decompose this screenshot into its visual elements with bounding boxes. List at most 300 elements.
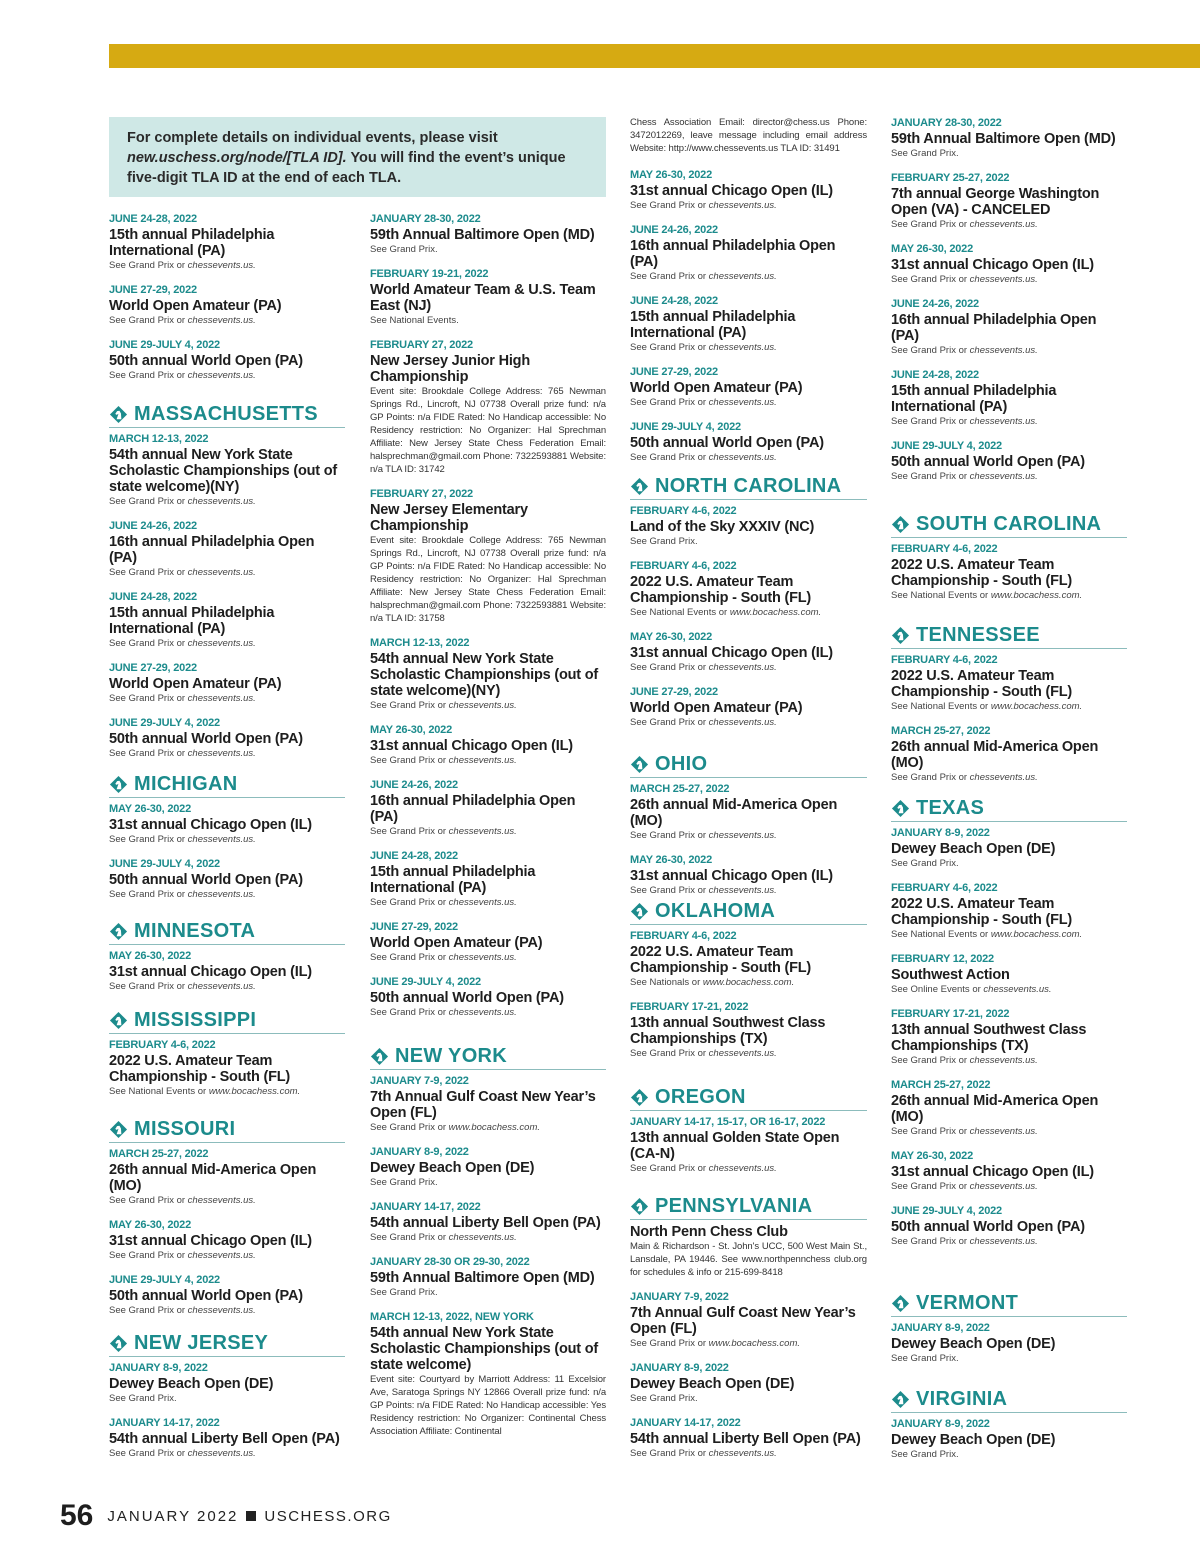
event-title: 50th annual World Open (PA) xyxy=(109,353,303,369)
event-title: 13th annual Southwest Class Championships (TX) xyxy=(891,1022,1087,1054)
event-listing xyxy=(370,778,606,838)
event-reference: See Grand Prix. xyxy=(891,858,959,869)
event-date: MAY 26-30, 2022 xyxy=(891,1150,974,1162)
event-title: 15th annual Philadelphia International (PA) xyxy=(630,309,796,341)
col2-segment-a xyxy=(370,212,606,1030)
state-heading-ohio: OHIO xyxy=(630,753,867,778)
event-reference: See Grand Prix or chessevents.us. xyxy=(891,1181,1038,1192)
event-listing xyxy=(891,242,1127,286)
event-reference: See Grand Prix or chessevents.us. xyxy=(370,700,517,711)
event-title: 50th annual World Open (PA) xyxy=(630,435,824,451)
col1-segment-g xyxy=(109,1332,345,1471)
event-reference: See Grand Prix or chessevents.us. xyxy=(630,830,777,841)
top-accent-bar xyxy=(109,44,1200,68)
event-reference: See Grand Prix or chessevents.us. xyxy=(630,662,777,673)
event-reference: See Grand Prix or chessevents.us. xyxy=(109,260,256,271)
event-date: JUNE 24-28, 2022 xyxy=(109,591,197,603)
event-listing xyxy=(630,685,867,729)
event-reference: See National Events or www.bocachess.com. xyxy=(891,590,1083,601)
event-title: 7th Annual Gulf Coast New Year’s Open (FL) xyxy=(370,1089,596,1121)
event-date: MARCH 25-27, 2022 xyxy=(891,725,991,737)
col3-segment-a xyxy=(630,116,867,166)
event-reference: See Grand Prix or chessevents.us. xyxy=(370,897,517,908)
event-reference: See Grand Prix or chessevents.us. xyxy=(109,370,256,381)
event-listing xyxy=(891,1321,1127,1365)
event-listing xyxy=(891,297,1127,357)
chess-knight-icon xyxy=(891,1390,910,1409)
event-reference: See Grand Prix or chessevents.us. xyxy=(109,748,256,759)
event-title: Southwest Action xyxy=(891,967,1010,983)
event-reference: See Grand Prix or chessevents.us. xyxy=(109,889,256,900)
event-date: JUNE 27-29, 2022 xyxy=(109,284,197,296)
chess-knight-icon xyxy=(109,1011,128,1030)
event-listing xyxy=(630,782,867,842)
col3-segment-d xyxy=(630,753,867,908)
col4-segment-c xyxy=(891,624,1127,795)
event-reference: See Grand Prix. xyxy=(370,1177,438,1188)
event-title: 16th annual Philadelphia Open (PA) xyxy=(630,238,836,270)
event-date: JUNE 27-29, 2022 xyxy=(630,366,718,378)
event-date: JANUARY 28-30, 2022 xyxy=(370,213,481,225)
event-date: MAY 26-30, 2022 xyxy=(109,803,192,815)
chess-knight-icon xyxy=(891,515,910,534)
chess-knight-icon xyxy=(109,405,128,424)
event-listing xyxy=(109,857,345,901)
event-listing xyxy=(630,365,867,409)
event-date: FEBRUARY 4-6, 2022 xyxy=(891,543,998,555)
event-title: 16th annual Philadelphia Open (PA) xyxy=(370,793,576,825)
event-reference: See Grand Prix or chessevents.us. xyxy=(370,826,517,837)
event-listing xyxy=(370,849,606,909)
event-date: FEBRUARY 4-6, 2022 xyxy=(891,654,998,666)
event-date: FEBRUARY 27, 2022 xyxy=(370,488,473,500)
event-title: Dewey Beach Open (DE) xyxy=(630,1376,795,1392)
event-date: JANUARY 14-17, 2022 xyxy=(370,1201,481,1213)
event-date: FEBRUARY 4-6, 2022 xyxy=(630,930,737,942)
event-reference: See Grand Prix or chessevents.us. xyxy=(370,755,517,766)
event-title: 59th Annual Baltimore Open (MD) xyxy=(370,1270,595,1286)
chess-knight-icon xyxy=(109,1120,128,1139)
event-listing xyxy=(109,590,345,650)
event-title: Dewey Beach Open (DE) xyxy=(370,1160,535,1176)
event-listing xyxy=(370,1145,606,1189)
event-reference: See Grand Prix or chessevents.us. xyxy=(891,416,1038,427)
col1-segment-b xyxy=(109,403,345,771)
event-date: JUNE 24-26, 2022 xyxy=(630,224,718,236)
event-reference: See Online Events or chessevents.us. xyxy=(891,984,1052,995)
chess-knight-icon xyxy=(630,902,649,921)
event-listing xyxy=(891,439,1127,483)
col3-segment-b xyxy=(630,168,867,475)
event-listing xyxy=(109,432,345,508)
event-listing xyxy=(370,1074,606,1134)
event-date: FEBRUARY 17-21, 2022 xyxy=(630,1001,749,1013)
event-reference: See Grand Prix. xyxy=(109,1393,177,1404)
event-listing xyxy=(109,338,345,382)
event-reference: See Grand Prix. xyxy=(891,1353,959,1364)
event-date: FEBRUARY 4-6, 2022 xyxy=(109,1039,216,1051)
event-listing xyxy=(891,1007,1127,1067)
event-listing xyxy=(891,1417,1127,1461)
event-date: FEBRUARY 19-21, 2022 xyxy=(370,268,489,280)
event-listing xyxy=(891,542,1127,602)
state-heading-tennessee: TENNESSEE xyxy=(891,624,1127,649)
state-heading-massachusetts: MASSACHUSETTS xyxy=(109,403,345,428)
event-reference: See Grand Prix or chessevents.us. xyxy=(630,452,777,463)
event-reference: See Grand Prix or chessevents.us. xyxy=(891,345,1038,356)
event-listing xyxy=(630,1290,867,1350)
event-date: MAY 26-30, 2022 xyxy=(630,169,713,181)
event-listing xyxy=(109,802,345,846)
event-date: JANUARY 8-9, 2022 xyxy=(630,1362,729,1374)
chess-knight-icon xyxy=(891,799,910,818)
event-listing xyxy=(109,519,345,579)
event-listing xyxy=(891,1204,1127,1248)
event-details: Chess Association Email: director@chess.us Phone: 3472012269, leave message including email address Website: http://www.chessevents.us TLA ID: 31491 xyxy=(630,117,867,154)
event-reference: See Grand Prix or chessevents.us. xyxy=(370,952,517,963)
event-date: MARCH 25-27, 2022 xyxy=(109,1148,209,1160)
event-title: 31st annual Chicago Open (IL) xyxy=(370,738,573,754)
chess-knight-icon xyxy=(630,755,649,774)
event-listing xyxy=(109,1147,345,1207)
event-title: World Open Amateur (PA) xyxy=(370,935,543,951)
tla-url[interactable]: new.uschess.org/node/[TLA ID]. xyxy=(127,150,347,166)
event-date: JUNE 24-26, 2022 xyxy=(109,520,197,532)
event-reference: See Grand Prix or chessevents.us. xyxy=(891,471,1038,482)
chess-knight-icon xyxy=(891,1294,910,1313)
event-reference: See Grand Prix or chessevents.us. xyxy=(630,397,777,408)
event-listing xyxy=(630,630,867,674)
event-reference: See Grand Prix or chessevents.us. xyxy=(630,342,777,353)
event-listing xyxy=(630,1000,867,1060)
chess-knight-icon xyxy=(370,1047,389,1066)
event-listing xyxy=(370,487,606,625)
state-heading-pennsylvania: PENNSYLVANIA xyxy=(630,1195,867,1220)
event-listing-continued xyxy=(630,116,867,155)
event-listing xyxy=(109,949,345,993)
page-footer xyxy=(60,1496,392,1536)
event-date: JANUARY 8-9, 2022 xyxy=(109,1362,208,1374)
event-reference: See Grand Prix or chessevents.us. xyxy=(109,1195,256,1206)
event-reference: See Grand Prix or chessevents.us. xyxy=(109,638,256,649)
state-heading-oregon: OREGON xyxy=(630,1086,867,1111)
state-heading-minnesota: MINNESOTA xyxy=(109,920,345,945)
event-title: New Jersey Elementary Championship xyxy=(370,502,528,534)
event-listing xyxy=(109,1218,345,1262)
event-date: JUNE 29-JULY 4, 2022 xyxy=(109,339,220,351)
event-title: 13th annual Golden State Open (CA-N) xyxy=(630,1130,840,1162)
event-title: 50th annual World Open (PA) xyxy=(891,1219,1085,1235)
event-details: Event site: Brookdale College Address: 765 Newman Springs Rd., Lincroft, NJ 07738 Overall prize fund: n/a GP Points: n/a FIDE Rated: No Handicap accessible: No Residency restriction: No Organizer: Hal Sprechman Affiliate: New Jersey State Chess Federation Email: halsprechman@gmail.com Phone: 7322593881 Website: n/a TLA ID: 31742 xyxy=(370,386,606,475)
info-line-2 xyxy=(127,148,588,168)
event-date: JANUARY 8-9, 2022 xyxy=(370,1146,469,1158)
chess-knight-icon xyxy=(630,477,649,496)
event-title: 31st annual Chicago Open (IL) xyxy=(891,257,1094,273)
footer-separator-square xyxy=(246,1511,256,1521)
chess-knight-icon xyxy=(109,1334,128,1353)
event-listing xyxy=(370,1200,606,1244)
issue-month: JANUARY 2022 xyxy=(107,1507,239,1525)
event-title: 2022 U.S. Amateur Team Championship - South (FL) xyxy=(891,896,1073,928)
event-listing xyxy=(891,724,1127,784)
event-date: JUNE 24-26, 2022 xyxy=(891,298,979,310)
event-date: MARCH 12-13, 2022 xyxy=(370,637,470,649)
event-listing xyxy=(630,420,867,464)
chess-knight-icon xyxy=(630,1197,649,1216)
event-title: World Open Amateur (PA) xyxy=(109,298,282,314)
event-title: 31st annual Chicago Open (IL) xyxy=(630,868,833,884)
event-listing xyxy=(370,212,606,256)
event-listing xyxy=(630,559,867,619)
event-date: JUNE 24-28, 2022 xyxy=(630,295,718,307)
event-details: Event site: Courtyard by Marriott Address: 11 Excelsior Ave, Saratoga Springs NY 12866 Overall prize fund: n/a GP Points: n/a FIDE Rated: No Handicap accessible: Yes Residency restriction: No Organizer: Continental Chess Association Affiliate: Continental xyxy=(370,1374,606,1437)
event-title: 50th annual World Open (PA) xyxy=(891,454,1085,470)
event-listing xyxy=(891,1149,1127,1193)
state-heading-new-york: NEW YORK xyxy=(370,1045,606,1070)
event-title: 54th annual New York State Scholastic Championships (out of state welcome) xyxy=(370,1325,599,1373)
col3-segment-g xyxy=(630,1195,867,1471)
state-heading-north-carolina: NORTH CAROLINA xyxy=(630,475,867,500)
event-reference: See Grand Prix or chessevents.us. xyxy=(630,885,777,896)
event-listing xyxy=(630,1115,867,1175)
event-listing xyxy=(109,1361,345,1405)
state-heading-virginia: VIRGINIA xyxy=(891,1388,1127,1413)
event-reference: See Grand Prix or chessevents.us. xyxy=(109,567,256,578)
info-line-3: five-digit TLA ID at the end of each TLA. xyxy=(127,170,402,186)
event-title: World Open Amateur (PA) xyxy=(109,676,282,692)
event-listing xyxy=(109,212,345,272)
event-date: JUNE 27-29, 2022 xyxy=(370,921,458,933)
event-title: 54th annual Liberty Bell Open (PA) xyxy=(109,1431,340,1447)
event-reference: See Grand Prix or chessevents.us. xyxy=(109,693,256,704)
event-date: JANUARY 28-30 OR 29-30, 2022 xyxy=(370,1256,530,1268)
event-title: 50th annual World Open (PA) xyxy=(109,731,303,747)
event-date: FEBRUARY 4-6, 2022 xyxy=(630,560,737,572)
event-listing xyxy=(630,929,867,989)
col3-segment-c xyxy=(630,475,867,740)
event-date: JUNE 29-JULY 4, 2022 xyxy=(109,858,220,870)
event-date: FEBRUARY 4-6, 2022 xyxy=(891,882,998,894)
col4-segment-f xyxy=(891,1388,1127,1472)
event-reference: See Grand Prix or chessevents.us. xyxy=(370,1007,517,1018)
event-title: 16th annual Philadelphia Open (PA) xyxy=(109,534,315,566)
state-heading-oklahoma: OKLAHOMA xyxy=(630,900,867,925)
event-title: World Open Amateur (PA) xyxy=(630,380,803,396)
event-listing xyxy=(630,1361,867,1405)
event-listing xyxy=(109,1416,345,1460)
event-listing xyxy=(630,504,867,548)
event-title: 2022 U.S. Amateur Team Championship - South (FL) xyxy=(109,1053,291,1085)
event-reference: See Grand Prix or chessevents.us. xyxy=(630,1163,777,1174)
event-date: JUNE 24-28, 2022 xyxy=(370,850,458,862)
event-date: JANUARY 8-9, 2022 xyxy=(891,827,990,839)
event-title: 7th annual George Washington Open (VA) - CANCELED xyxy=(891,186,1100,218)
event-date: JUNE 24-28, 2022 xyxy=(891,369,979,381)
event-listing xyxy=(630,1416,867,1460)
event-reference: See Grand Prix or chessevents.us. xyxy=(109,834,256,845)
event-listing xyxy=(109,1273,345,1317)
event-reference: See Grand Prix. xyxy=(891,1449,959,1460)
event-title: 15th annual Philadelphia International (PA) xyxy=(370,864,536,896)
col3-segment-f xyxy=(630,1086,867,1186)
event-date: MAY 26-30, 2022 xyxy=(109,1219,192,1231)
event-date: MARCH 25-27, 2022 xyxy=(630,783,730,795)
state-heading-vermont: VERMONT xyxy=(891,1292,1127,1317)
state-heading-mississippi: MISSISSIPPI xyxy=(109,1009,345,1034)
event-title: 2022 U.S. Amateur Team Championship - South (FL) xyxy=(630,944,812,976)
event-date: JUNE 29-JULY 4, 2022 xyxy=(370,976,481,988)
event-title: 2022 U.S. Amateur Team Championship - South (FL) xyxy=(630,574,812,606)
event-listing xyxy=(109,661,345,705)
event-listing xyxy=(891,952,1127,996)
event-listing xyxy=(370,975,606,1019)
event-reference: See National Events. xyxy=(370,315,459,326)
event-reference: See National Events or www.bocachess.com. xyxy=(891,701,1083,712)
col1-segment-d xyxy=(109,920,345,1004)
event-title: 54th annual Liberty Bell Open (PA) xyxy=(370,1215,601,1231)
event-listing xyxy=(891,881,1127,941)
event-title: 31st annual Chicago Open (IL) xyxy=(630,645,833,661)
event-listing xyxy=(109,716,345,760)
col4-segment-b xyxy=(891,513,1127,613)
event-date: JUNE 29-JULY 4, 2022 xyxy=(891,1205,1002,1217)
state-heading-texas: TEXAS xyxy=(891,797,1127,822)
event-reference: See Grand Prix or chessevents.us. xyxy=(891,1236,1038,1247)
event-date: FEBRUARY 25-27, 2022 xyxy=(891,172,1010,184)
event-title: 50th annual World Open (PA) xyxy=(109,872,303,888)
event-listing xyxy=(370,338,606,476)
event-title: Dewey Beach Open (DE) xyxy=(109,1376,274,1392)
event-listing xyxy=(891,171,1127,231)
event-date: JANUARY 7-9, 2022 xyxy=(630,1291,729,1303)
event-title: North Penn Chess Club xyxy=(630,1224,788,1240)
event-listing xyxy=(630,168,867,212)
state-heading-missouri: MISSOURI xyxy=(109,1118,345,1143)
event-title: 31st annual Chicago Open (IL) xyxy=(109,964,312,980)
event-title: 16th annual Philadelphia Open (PA) xyxy=(891,312,1097,344)
state-heading-new-jersey: NEW JERSEY xyxy=(109,1332,345,1357)
event-title: 7th Annual Gulf Coast New Year’s Open (FL) xyxy=(630,1305,856,1337)
footer-website[interactable]: USCHESS.ORG xyxy=(264,1507,392,1525)
event-title: 31st annual Chicago Open (IL) xyxy=(109,817,312,833)
event-title: 26th annual Mid-America Open (MO) xyxy=(630,797,838,829)
event-title: 59th Annual Baltimore Open (MD) xyxy=(370,227,595,243)
event-date: JUNE 29-JULY 4, 2022 xyxy=(109,1274,220,1286)
state-heading-south-carolina: SOUTH CAROLINA xyxy=(891,513,1127,538)
event-title: World Amateur Team & U.S. Team East (NJ) xyxy=(370,282,596,314)
event-listing xyxy=(370,920,606,964)
event-title: 54th annual New York State Scholastic Championships (out of state welcome)(NY) xyxy=(109,447,338,495)
event-date: FEBRUARY 4-6, 2022 xyxy=(630,505,737,517)
event-title: 13th annual Southwest Class Championships (TX) xyxy=(630,1015,826,1047)
event-reference: See Grand Prix or chessevents.us. xyxy=(891,772,1038,783)
event-reference: See Grand Prix or chessevents.us. xyxy=(109,496,256,507)
event-date: JANUARY 8-9, 2022 xyxy=(891,1322,990,1334)
event-reference: See Grand Prix or chessevents.us. xyxy=(630,1048,777,1059)
col1-segment-a xyxy=(109,212,345,393)
event-date: JANUARY 7-9, 2022 xyxy=(370,1075,469,1087)
event-title: Dewey Beach Open (DE) xyxy=(891,1432,1056,1448)
event-title: 15th annual Philadelphia International (PA) xyxy=(891,383,1057,415)
event-listing xyxy=(109,1038,345,1098)
event-reference: See Grand Prix. xyxy=(891,148,959,159)
event-listing xyxy=(891,116,1127,160)
event-reference: See Grand Prix or chessevents.us. xyxy=(109,1305,256,1316)
event-listing xyxy=(891,1078,1127,1138)
chess-knight-icon xyxy=(891,626,910,645)
chess-knight-icon xyxy=(109,775,128,794)
event-reference: See Grand Prix. xyxy=(630,536,698,547)
event-title: 31st annual Chicago Open (IL) xyxy=(109,1233,312,1249)
event-date: JANUARY 14-17, 15-17, OR 16-17, 2022 xyxy=(630,1116,826,1128)
event-listing xyxy=(891,826,1127,870)
event-date: JUNE 29-JULY 4, 2022 xyxy=(630,421,741,433)
event-title: 26th annual Mid-America Open (MO) xyxy=(109,1162,317,1194)
event-reference: See National Events or www.bocachess.com. xyxy=(891,929,1083,940)
chess-knight-icon xyxy=(109,922,128,941)
event-reference: See Grand Prix or chessevents.us. xyxy=(630,1448,777,1459)
event-title: 26th annual Mid-America Open (MO) xyxy=(891,739,1099,771)
event-reference: See Grand Prix or chessevents.us. xyxy=(891,1055,1038,1066)
info-line-1: For complete details on individual events, please visit xyxy=(127,130,498,146)
event-title: 15th annual Philadelphia International (PA) xyxy=(109,605,275,637)
event-reference: See Grand Prix or chessevents.us. xyxy=(891,219,1038,230)
event-reference: See National Events or www.bocachess.com. xyxy=(109,1086,301,1097)
event-listing xyxy=(630,294,867,354)
event-title: 59th Annual Baltimore Open (MD) xyxy=(891,131,1116,147)
event-title: Land of the Sky XXXIV (NC) xyxy=(630,519,815,535)
event-date: MAY 26-30, 2022 xyxy=(630,631,713,643)
col1-segment-e xyxy=(109,1009,345,1109)
event-date: JANUARY 14-17, 2022 xyxy=(109,1417,220,1429)
event-reference: See Grand Prix or chessevents.us. xyxy=(370,1232,517,1243)
event-date: JUNE 29-JULY 4, 2022 xyxy=(891,440,1002,452)
event-listing xyxy=(370,267,606,327)
event-title: Dewey Beach Open (DE) xyxy=(891,1336,1056,1352)
event-title: 26th annual Mid-America Open (MO) xyxy=(891,1093,1099,1125)
event-listing xyxy=(370,1310,606,1438)
event-date: MARCH 12-13, 2022 xyxy=(109,433,209,445)
event-details: Event site: Brookdale College Address: 765 Newman Springs Rd., Lincroft, NJ 07738 Overall prize fund: n/a GP Points: n/a FIDE Rated: No Handicap accessible: No Residency restriction: No Organizer: Hal Sprechman Affiliate: New Jersey State Chess Federation Email: halsprechman@gmail.com Phone: 7322593881 Website: n/a TLA ID: 31758 xyxy=(370,535,606,624)
event-date: MAY 26-30, 2022 xyxy=(370,724,453,736)
event-reference: See Grand Prix. xyxy=(370,244,438,255)
event-reference: See Grand Prix or chessevents.us. xyxy=(109,1250,256,1261)
event-title: 50th annual World Open (PA) xyxy=(370,990,564,1006)
tla-info-box xyxy=(109,117,606,197)
event-listing xyxy=(370,1255,606,1299)
event-date: JUNE 29-JULY 4, 2022 xyxy=(109,717,220,729)
event-reference: See Grand Prix or chessevents.us. xyxy=(630,200,777,211)
event-reference: See Grand Prix or chessevents.us. xyxy=(109,1448,256,1459)
event-reference: See Grand Prix or chessevents.us. xyxy=(109,315,256,326)
event-listing xyxy=(630,223,867,283)
event-title: 54th annual New York State Scholastic Championships (out of state welcome)(NY) xyxy=(370,651,599,699)
event-listing xyxy=(891,368,1127,428)
event-reference: See Grand Prix or chessevents.us. xyxy=(630,717,777,728)
event-details: Main & Richardson - St. John's UCC, 500 West Main St., Lansdale, PA 19446. See www.northpennchess club.org for schedules & info or 215-699-8418 xyxy=(630,1241,867,1278)
event-date: JANUARY 28-30, 2022 xyxy=(891,117,1002,129)
col4-segment-d xyxy=(891,797,1127,1259)
event-listing xyxy=(370,723,606,767)
info-line-2-rest: You will find the event’s unique xyxy=(346,150,566,166)
event-date: FEBRUARY 17-21, 2022 xyxy=(891,1008,1010,1020)
event-date: JUNE 24-26, 2022 xyxy=(370,779,458,791)
event-date: JUNE 27-29, 2022 xyxy=(630,686,718,698)
event-listing xyxy=(630,1224,867,1279)
page-number: 56 xyxy=(60,1499,94,1532)
event-listing xyxy=(109,283,345,327)
col2-segment-b xyxy=(370,1045,606,1449)
